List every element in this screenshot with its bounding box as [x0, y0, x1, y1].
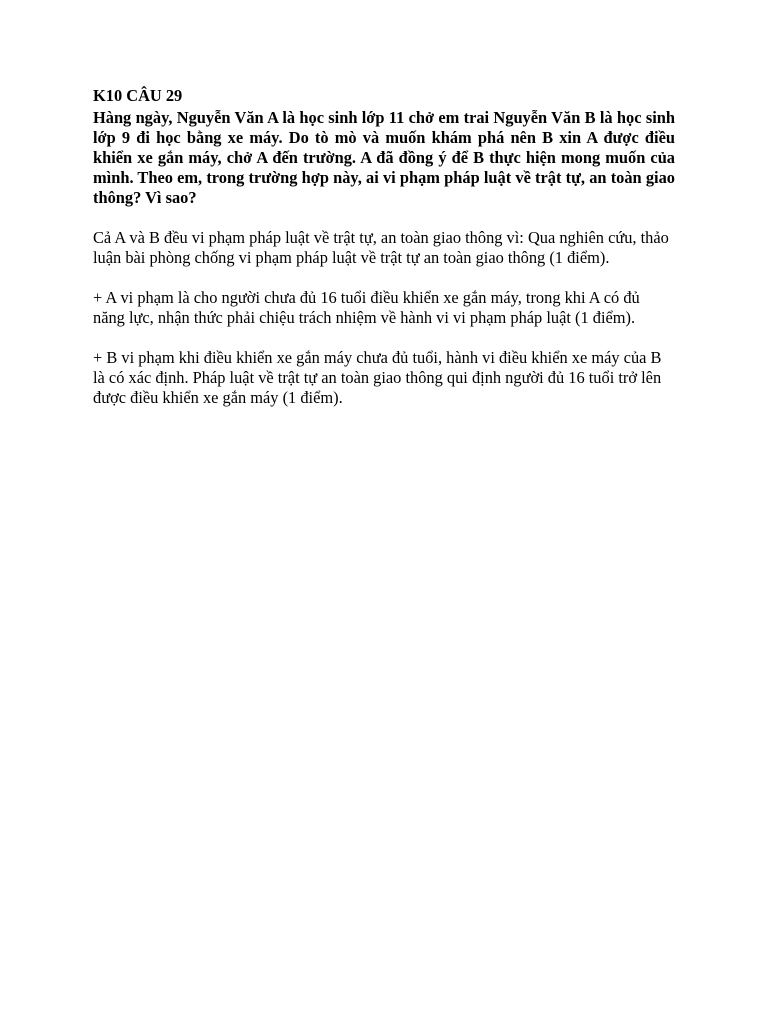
answer-paragraph-3: + B vi phạm khi điều khiển xe gắn máy chưa đủ tuổi, hành vi điều khiển xe máy của B là có xác định. Pháp luật về trật tự an toàn giao thông qui định người đủ 16 tuổi trở lên được điều khiển xe gắn máy (1 điểm). [93, 348, 662, 407]
question-heading: K10 CÂU 29 [93, 86, 183, 105]
document-page [93, 86, 675, 408]
answer-paragraph-1: Cả A và B đều vi phạm pháp luật về trật tự, an toàn giao thông vì: Qua nghiên cứu, thảo luận bài phòng chống vi phạm pháp luật về trật tự an toàn giao thông (1 điểm). [93, 228, 669, 267]
question-text: Hàng ngày, Nguyễn Văn A là học sinh lớp 11 chở em trai Nguyễn Văn B là học sinh lớp 9 đi học bằng xe máy. Do tò mò và muốn khám phá nên B xin A được điều khiển xe gắn máy, chở A đến trường. A đã đồng ý để B thực hiện mong muốn của mình. Theo em, trong trường hợp này, ai vi phạm pháp luật về trật tự, an toàn giao thông? Vì sao? [93, 108, 675, 207]
answer-paragraph-2: + A vi phạm là cho người chưa đủ 16 tuổi điều khiển xe gắn máy, trong khi A có đủ năng lực, nhận thức phải chiệu trách nhiệm về hành vi vi phạm pháp luật (1 điểm). [93, 288, 640, 327]
